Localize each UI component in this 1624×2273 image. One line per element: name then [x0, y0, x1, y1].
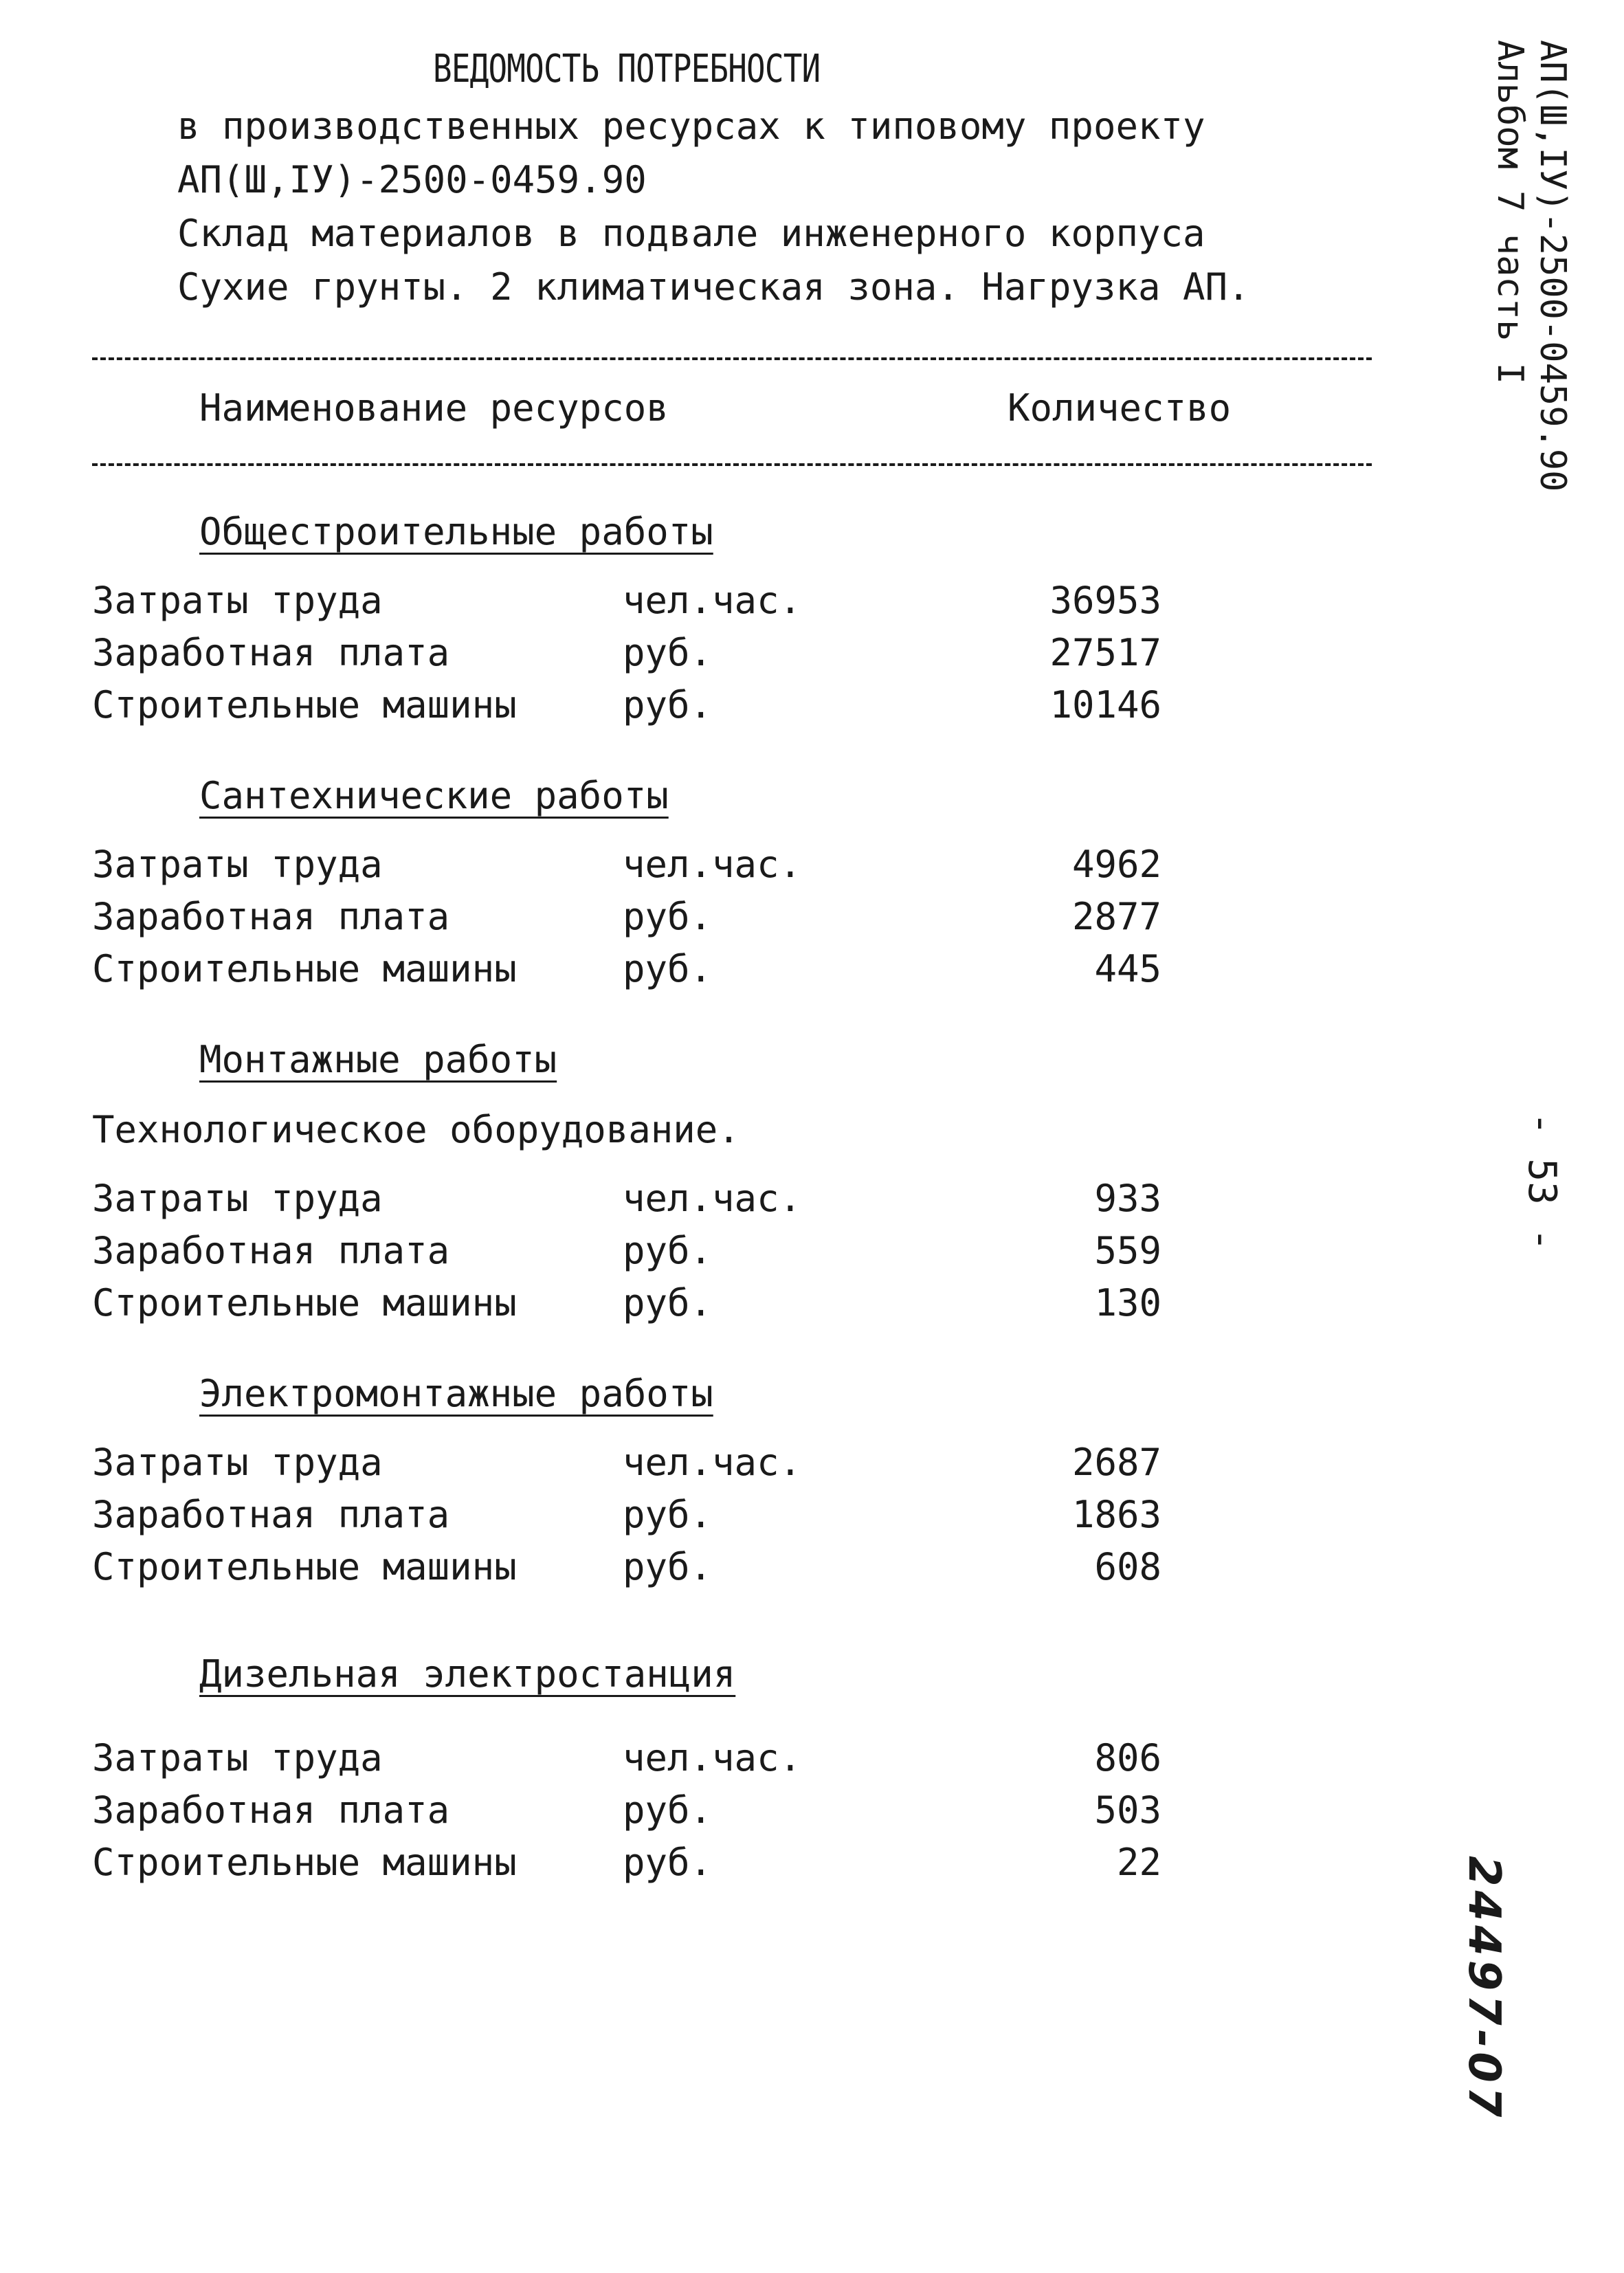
row-unit: руб.	[623, 1229, 713, 1272]
row-unit: руб.	[623, 683, 713, 727]
row-quantity: 27517	[1049, 631, 1161, 674]
row-quantity: 933	[1094, 1177, 1161, 1220]
row-name: Строительные машины	[92, 1841, 517, 1884]
row-unit: чел.час.	[623, 579, 802, 622]
row-name: Заработная плата	[92, 1788, 450, 1832]
table-row	[0, 579, 1624, 627]
row-name: Заработная плата	[92, 1229, 450, 1272]
row-quantity: 1863	[1071, 1493, 1161, 1536]
page-number: - 53 -	[1520, 1112, 1564, 1252]
row-name: Затраты труда	[92, 1736, 383, 1779]
row-unit: руб.	[623, 1545, 713, 1588]
table-top-rule	[92, 357, 1372, 360]
row-unit: чел.час.	[623, 1441, 802, 1484]
table-row	[0, 1493, 1624, 1541]
row-name: Затраты труда	[92, 579, 383, 622]
table-row	[0, 1841, 1624, 1889]
row-quantity: 445	[1094, 947, 1161, 990]
row-name: Строительные машины	[92, 683, 517, 727]
table-row	[0, 843, 1624, 891]
row-unit: руб.	[623, 895, 713, 938]
row-unit: руб.	[623, 947, 713, 990]
row-quantity: 4962	[1071, 843, 1161, 886]
table-header-rule	[92, 463, 1372, 466]
table-row	[0, 1441, 1624, 1489]
margin-code-line-1: АП(Ш,IУ)-2500-0459.90	[1532, 40, 1573, 492]
row-quantity: 2687	[1071, 1441, 1161, 1484]
row-name: Заработная плата	[92, 631, 450, 674]
row-unit: чел.час.	[623, 1736, 802, 1779]
row-quantity: 2877	[1071, 895, 1161, 938]
section-title-installation: Монтажные работы	[199, 1038, 557, 1081]
row-unit: руб.	[623, 1788, 713, 1832]
row-quantity: 559	[1094, 1229, 1161, 1272]
margin-project-code	[1489, 40, 1574, 491]
row-quantity: 10146	[1049, 683, 1161, 727]
subtitle-line-4: Сухие грунты. 2 климатическая зона. Нагрузка АП.	[177, 265, 1250, 309]
section-title-general: Общестроительные работы	[199, 510, 713, 553]
table-row	[0, 1229, 1624, 1277]
table-row	[0, 1177, 1624, 1225]
row-quantity: 130	[1094, 1281, 1161, 1324]
row-quantity: 503	[1094, 1788, 1161, 1832]
document-title: ВЕДОМОСТЬ ПОТРЕБНОСТИ	[433, 47, 821, 91]
archive-stamp-number: 24497-07	[1458, 1856, 1509, 2122]
table-row	[0, 683, 1624, 731]
row-quantity: 22	[1116, 1841, 1161, 1884]
table-row	[0, 1281, 1624, 1329]
subtitle-line-1: в производственных ресурсах к типовому проекту	[177, 104, 1205, 148]
table-row	[0, 1788, 1624, 1837]
row-name: Строительные машины	[92, 947, 517, 990]
row-name: Заработная плата	[92, 895, 450, 938]
table-row	[0, 1736, 1624, 1784]
row-unit: чел.час.	[623, 843, 802, 886]
row-quantity: 36953	[1049, 579, 1161, 622]
margin-code-line-2: Альбом 7 часть I	[1489, 40, 1531, 384]
row-unit: руб.	[623, 1841, 713, 1884]
row-unit: руб.	[623, 1493, 713, 1536]
table-row	[0, 947, 1624, 995]
row-name: Затраты труда	[92, 843, 383, 886]
row-unit: руб.	[623, 1281, 713, 1324]
row-name: Строительные машины	[92, 1545, 517, 1588]
row-name: Затраты труда	[92, 1441, 383, 1484]
table-row	[0, 895, 1624, 943]
column-header-quantity: Количество	[1008, 386, 1232, 430]
row-name: Строительные машины	[92, 1281, 517, 1324]
row-quantity: 608	[1094, 1545, 1161, 1588]
row-quantity: 806	[1094, 1736, 1161, 1779]
section-title-plumbing: Сантехнические работы	[199, 774, 669, 817]
section-title-diesel: Дизельная электростанция	[199, 1652, 736, 1696]
row-unit: чел.час.	[623, 1177, 802, 1220]
table-row	[0, 1545, 1624, 1593]
section-subtitle-equipment: Технологическое оборудование.	[92, 1108, 740, 1151]
project-code-line: АП(Ш,IУ)-2500-0459.90	[177, 158, 647, 201]
subtitle-line-3: Склад материалов в подвале инженерного корпуса	[177, 212, 1205, 255]
column-header-name: Наименование ресурсов	[199, 386, 669, 430]
row-unit: руб.	[623, 631, 713, 674]
section-title-electrical: Электромонтажные работы	[199, 1372, 713, 1415]
row-name: Затраты труда	[92, 1177, 383, 1220]
table-row	[0, 631, 1624, 679]
row-name: Заработная плата	[92, 1493, 450, 1536]
